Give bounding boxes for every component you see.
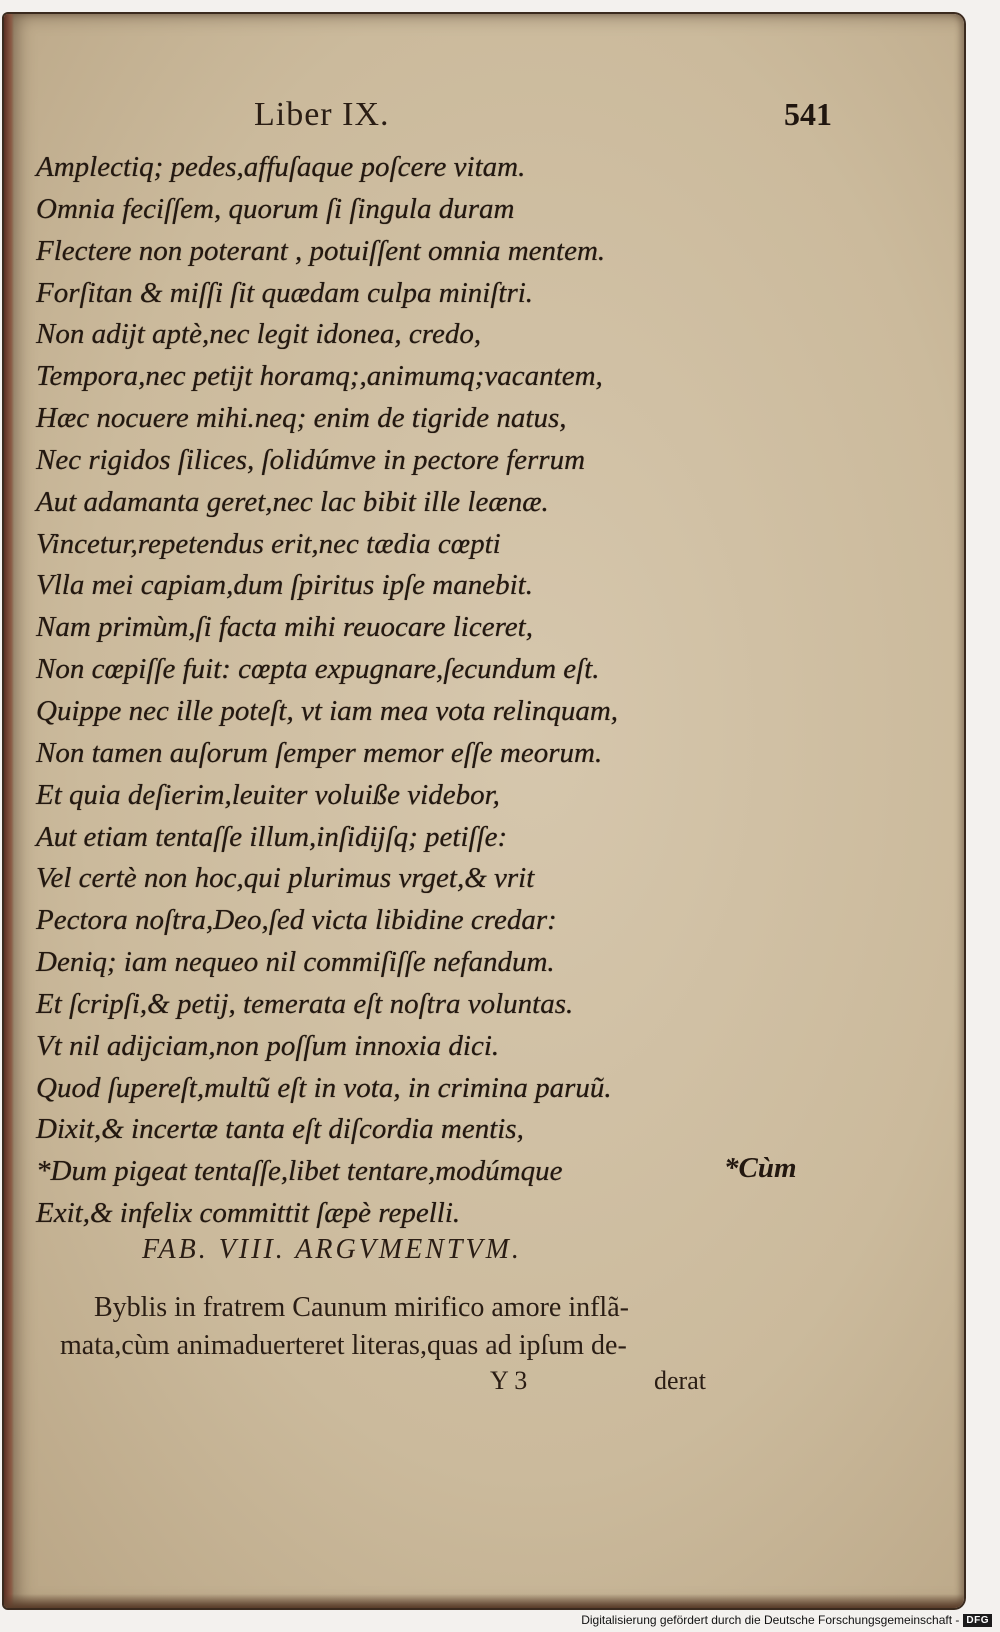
verse-line: Exit,& infelix committit ſæpè repelli. — [36, 1197, 461, 1230]
verse-line: Et quia deſierim,leuiter voluiße videbor, — [36, 778, 500, 811]
marginal-note: *Cùm — [724, 1152, 797, 1184]
verse-line: Hæc nocuere mihi.neq; enim de tigride natus, — [36, 402, 567, 435]
verse-line: Vlla mei capiam,dum ſpiritus ipſe manebit. — [36, 569, 533, 602]
argument-line: mata,cùm animaduerteret literas,quas ad ipſum de- — [60, 1330, 627, 1361]
verse-line: Omnia feciſſem, quorum ſi ſingula duram — [36, 192, 515, 225]
signature-mark: Y 3 — [490, 1366, 528, 1395]
verse-line: Quod ſupereſt,multũ eſt in vota, in crimina paruũ. — [36, 1071, 612, 1104]
argument-block — [60, 1289, 740, 1365]
verse-line: Et ſcripſi,& petij, temerata eſt noſtra voluntas. — [36, 987, 574, 1020]
verse-line: Tempora,nec petijt horamq;,animumq;vacantem, — [36, 360, 603, 393]
verse-line: Dixit,& incertæ tanta eſt diſcordia mentis, — [36, 1113, 524, 1146]
verse-line: Quippe nec ille poteſt, vt iam mea vota relinquam, — [36, 694, 619, 727]
verse-line: *Dum pigeat tentaſſe,libet tentare,modúmque — [36, 1155, 563, 1188]
dfg-logo: DFG — [963, 1614, 992, 1627]
verse-line: Vt nil adijciam,non poſſum innoxia dici. — [36, 1029, 500, 1062]
fable-heading: FAB. VIII. ARGVMENTVM. — [142, 1234, 522, 1265]
argument-line: Byblis in fratrem Caunum mirifico amore inflã- — [94, 1292, 629, 1323]
folio-number: 541 — [784, 96, 832, 132]
verse-line: Vel certè non hoc,qui plurimus vrget,& vrit — [36, 862, 535, 895]
credit-text: Digitalisierung gefördert durch die Deutsche Forschungsgemeinschaft - — [581, 1613, 960, 1627]
digitization-credit — [581, 1610, 992, 1630]
catchword: derat — [654, 1366, 706, 1395]
verse-line: Amplectiq; pedes,affuſaque poſcere vitam. — [36, 151, 526, 183]
verse-line: Aut adamanta geret,nec lac bibit ille leænæ. — [36, 485, 549, 518]
page-header — [4, 96, 964, 140]
book-page — [4, 14, 964, 1608]
verse-line: Vincetur,repetendus erit,nec tædia cœpti — [36, 527, 501, 560]
verse-line: Deniq; iam nequeo nil commiſiſſe nefandum. — [36, 946, 555, 979]
verse-line: Non cœpiſſe fuit: cœpta expugnare,ſecundum eſt. — [36, 653, 600, 686]
verse-line: Nec rigidos ſilices, ſolidúmve in pectore ferrum — [36, 443, 586, 476]
verse-line: Aut etiam tentaſſe illum,inſidijſq; petiſſe: — [36, 820, 508, 853]
verse-line: Non tamen auſorum ſemper memor eſſe meorum. — [36, 736, 603, 769]
running-head: Liber IX. — [254, 96, 390, 133]
verse-line: Pectora noſtra,Deo,ſed victa libidine credar: — [36, 904, 557, 937]
verse-line: Non adijt aptè,nec legit idonea, credo, — [36, 318, 482, 351]
verse-line: Nam primùm,ſi facta mihi reuocare liceret, — [36, 611, 533, 644]
verse-line: Forſitan & miſſi ſit quædam culpa miniſtri. — [36, 276, 534, 309]
verse-line: Flectere non poterant , potuiſſent omnia mentem. — [36, 234, 606, 267]
verse-block — [36, 147, 936, 1235]
